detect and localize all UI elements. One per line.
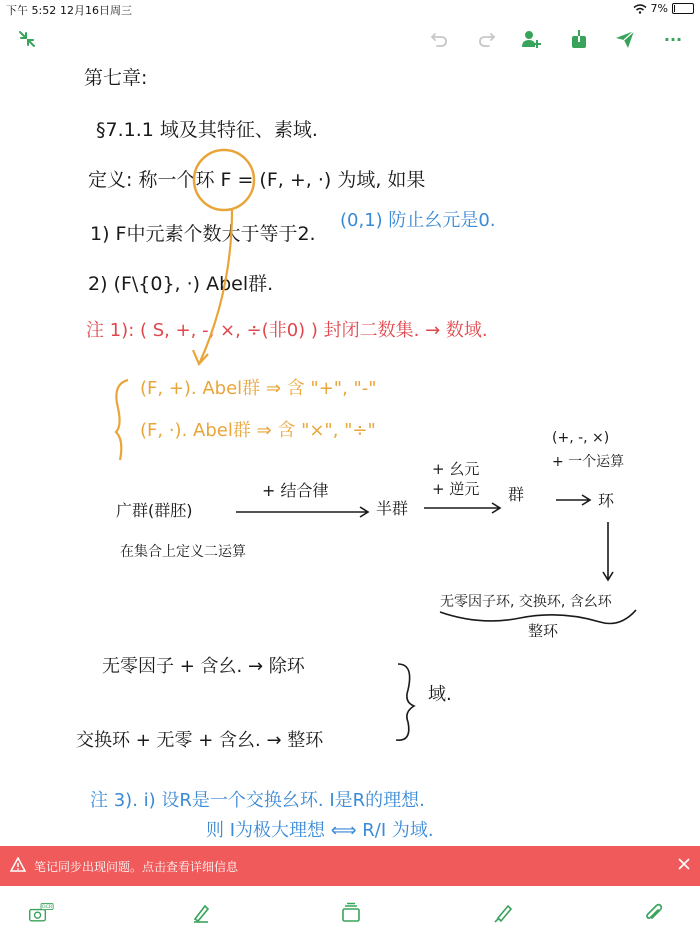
redo-button[interactable] <box>474 26 500 52</box>
redo-icon <box>477 29 497 49</box>
undo-icon <box>429 29 449 49</box>
magma-definition: 在集合上定义二运算 <box>120 544 246 560</box>
ring-types-label: 无零因子环, 交换环, 含幺环 <box>440 594 612 610</box>
multiplicative-group-line: (F, ·). Abel群 ⇒ 含 "×", "÷" <box>140 420 376 441</box>
undo-button[interactable] <box>426 26 452 52</box>
integral-domain-label: 整环 <box>528 622 559 640</box>
status-time: 下午 5:52 <box>6 4 57 17</box>
battery-percent: 7% <box>650 2 668 15</box>
identity-label: + 幺元 <box>432 460 480 478</box>
attachment-icon <box>642 902 664 924</box>
integral-domain-line: 交换环 + 无零 + 含幺. → 整环 <box>76 730 324 751</box>
condition-2: 2) (F\{0}, ·) Abel群. <box>88 273 274 295</box>
pen-icon <box>190 902 212 924</box>
pen-button[interactable] <box>188 900 214 926</box>
handwriting-canvas[interactable] <box>0 58 700 848</box>
highlighter-icon <box>492 902 514 924</box>
status-bar <box>0 0 700 18</box>
sync-error-banner[interactable] <box>0 846 700 886</box>
more-button[interactable]: ··· <box>663 29 683 49</box>
pages-icon <box>340 902 362 924</box>
highlighter-button[interactable] <box>490 900 516 926</box>
send-icon <box>614 28 636 50</box>
condition-1-note: (0,1) 防止幺元是0. <box>340 210 496 231</box>
group-label: 群 <box>508 485 525 504</box>
field-brace <box>396 664 414 740</box>
bottom-toolbar <box>0 886 700 934</box>
definition-line: 定义: 称一个环 F = (F, +, ·) 为域, 如果 <box>88 169 426 191</box>
ring-label: 环 <box>598 491 615 510</box>
export-icon <box>569 28 589 50</box>
semigroup-label: 半群 <box>376 499 409 518</box>
inverse-label: + 逆元 <box>432 480 480 498</box>
remark-1: 注 1): ( S, +, -, ×, ÷(非0) ) 封闭二数集. → 数域. <box>86 320 488 341</box>
close-icon[interactable] <box>676 856 692 872</box>
brace-annotation <box>116 380 128 460</box>
battery-fill <box>674 5 675 12</box>
add-collaborator-icon <box>520 28 542 50</box>
status-right <box>633 2 694 15</box>
add-collaborator-button[interactable] <box>518 26 544 52</box>
export-button[interactable] <box>566 26 592 52</box>
pages-button[interactable] <box>338 900 364 926</box>
collapse-button[interactable] <box>14 26 40 52</box>
associativity-label: + 结合律 <box>262 481 329 500</box>
division-ring-line: 无零因子 + 含幺. → 除环 <box>102 656 305 677</box>
chapter-title: 第七章: <box>84 67 148 89</box>
extra-op-label: + 一个运算 <box>552 454 625 470</box>
field-label: 域. <box>428 684 452 705</box>
status-date: 12月16日周三 <box>60 4 132 17</box>
camera-ocr-button[interactable] <box>28 900 54 926</box>
camera-ocr-icon <box>28 901 54 925</box>
sync-error-message: 笔记同步出现问题。点击查看详细信息 <box>34 860 239 874</box>
remark-3: 注 3). i) 设R是一个交换幺环. I是R的理想. <box>90 790 425 811</box>
condition-1: 1) F中元素个数大于等于2. <box>90 223 316 245</box>
ocr-badge: OCR <box>41 905 53 911</box>
collapse-icon <box>17 29 37 49</box>
wifi-icon <box>633 4 647 14</box>
warning-icon <box>10 857 26 873</box>
ring-ops-label: (+, -, ×) <box>552 430 610 446</box>
magma-label: 广群(群胚) <box>116 501 193 520</box>
send-button[interactable] <box>612 26 638 52</box>
remark-3-conclusion: 则 I为极大理想 ⟺ R/I 为域. <box>206 820 434 841</box>
note-toolbar <box>0 22 700 58</box>
section-heading: §7.1.1 域及其特征、素域. <box>96 119 318 141</box>
attachment-button[interactable] <box>640 900 666 926</box>
additive-group-line: (F, +). Abel群 ⇒ 含 "+", "-" <box>140 378 377 399</box>
battery-icon <box>672 3 694 14</box>
